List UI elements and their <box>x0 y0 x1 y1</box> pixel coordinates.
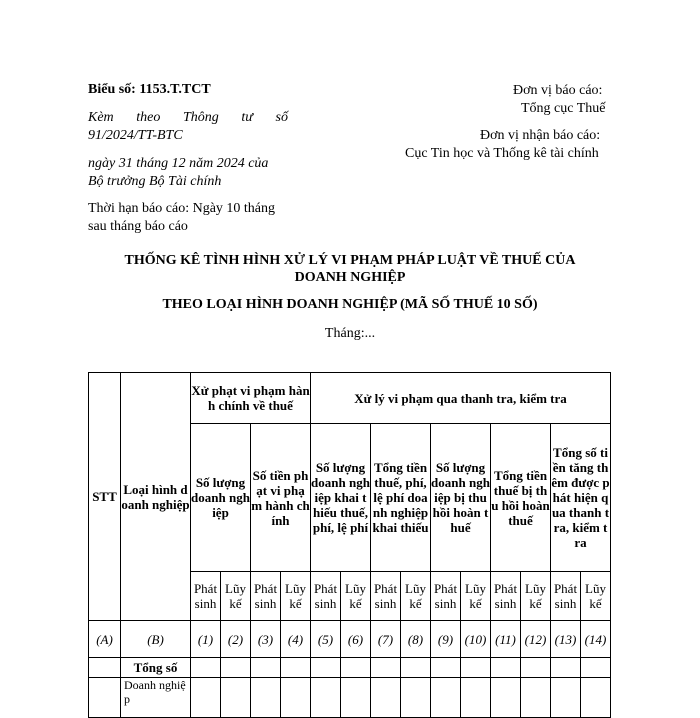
header-refund-count: Số lượng doanh nghiệp bị thu hồi hoàn thuế <box>431 424 491 572</box>
row-label: Doanh nghiệp <box>121 678 191 718</box>
header-admin-penalty: Xử phạt vi phạm hành chính về thuế <box>191 373 311 424</box>
sub-arising: Phát sinh <box>311 572 341 621</box>
table-cell <box>461 658 491 678</box>
report-month: Tháng:... <box>324 326 376 341</box>
report-subtitle: THEO LOẠI HÌNH DOANH NGHIỆP (MÃ SỐ THUẾ 10 SỐ) <box>162 297 538 312</box>
sub-cumulative: Lũy kế <box>521 572 551 621</box>
table-cell <box>251 658 281 678</box>
table-cell <box>581 658 611 678</box>
date-line2: Bộ trưởng Bộ Tài chính <box>88 174 222 189</box>
code-cell: (6) <box>341 621 371 658</box>
statistics-table <box>88 372 611 718</box>
header-under-declared-amount: Tổng tiền thuế, phí, lệ phí doanh nghiệp khai thiếu <box>371 424 431 572</box>
code-cell: (2) <box>221 621 251 658</box>
code-cell: (4) <box>281 621 311 658</box>
reporting-unit-label: Đơn vị báo cáo: <box>513 83 603 98</box>
code-cell: (A) <box>89 621 121 658</box>
table-cell <box>89 678 121 718</box>
sub-arising: Phát sinh <box>551 572 581 621</box>
table-cell <box>281 658 311 678</box>
code-cell: (3) <box>251 621 281 658</box>
table-cell <box>191 658 221 678</box>
code-cell: (10) <box>461 621 491 658</box>
sub-cumulative: Lũy kế <box>461 572 491 621</box>
table-cell <box>431 658 461 678</box>
table-cell <box>311 678 341 718</box>
table-cell <box>89 658 121 678</box>
table-cell <box>521 658 551 678</box>
header-under-declared-count: Số lượng doanh nghiệp khai thiếu thuế, phí, lệ phí <box>311 424 371 572</box>
table-cell <box>431 678 461 718</box>
code-cell: (9) <box>431 621 461 658</box>
sub-arising: Phát sinh <box>491 572 521 621</box>
table-cell <box>251 678 281 718</box>
sub-cumulative: Lũy kế <box>221 572 251 621</box>
code-cell: (12) <box>521 621 551 658</box>
date-line1: ngày 31 tháng 12 năm 2024 của <box>88 156 269 171</box>
code-cell: (14) <box>581 621 611 658</box>
table-cell <box>371 678 401 718</box>
table-cell <box>341 658 371 678</box>
header-increase-amount: Tổng số tiền tăng thêm được phát hiện qua thanh tra, kiểm tra <box>551 424 611 572</box>
sub-cumulative: Lũy kế <box>581 572 611 621</box>
table-cell <box>491 678 521 718</box>
sub-cumulative: Lũy kế <box>341 572 371 621</box>
table-cell <box>551 658 581 678</box>
attached-line1: Kèm theo Thông tư số <box>88 110 288 125</box>
code-cell: (5) <box>311 621 341 658</box>
table-cell <box>581 678 611 718</box>
form-code: Biểu số: 1153.T.TCT <box>88 82 211 97</box>
sub-arising: Phát sinh <box>251 572 281 621</box>
code-cell: (B) <box>121 621 191 658</box>
table-cell <box>371 658 401 678</box>
header-penalty-amount: Số tiền phạt vi phạm hành chính <box>251 424 311 572</box>
attached-line2: 91/2024/TT-BTC <box>88 128 183 143</box>
table-cell <box>401 678 431 718</box>
table-cell <box>551 678 581 718</box>
table-cell <box>521 678 551 718</box>
receiving-unit-value: Cục Tin học và Thống kê tài chính <box>405 146 599 161</box>
code-cell: (11) <box>491 621 521 658</box>
table-row-total <box>89 658 611 678</box>
header-enterprise-count: Số lượng doanh nghiệp <box>191 424 251 572</box>
code-cell: (7) <box>371 621 401 658</box>
receiving-unit-label: Đơn vị nhận báo cáo: <box>480 128 601 143</box>
sub-arising: Phát sinh <box>371 572 401 621</box>
header-inspection: Xử lý vi phạm qua thanh tra, kiểm tra <box>311 373 611 424</box>
table-cell <box>311 658 341 678</box>
table-cell <box>221 658 251 678</box>
report-title-line2: DOANH NGHIỆP <box>294 270 406 285</box>
table-row <box>89 678 611 718</box>
table-cell <box>221 678 251 718</box>
code-cell: (1) <box>191 621 221 658</box>
header-refund-amount: Tổng tiền thuế bị thu hồi hoàn thuế <box>491 424 551 572</box>
total-label: Tổng số <box>121 658 191 678</box>
sub-cumulative: Lũy kế <box>401 572 431 621</box>
header-stt: STT <box>89 373 121 621</box>
code-cell: (13) <box>551 621 581 658</box>
report-title-line1: THỐNG KÊ TÌNH HÌNH XỬ LÝ VI PHẠM PHÁP LUẬT VỀ THUẾ CỦA <box>124 253 576 268</box>
sub-cumulative: Lũy kế <box>281 572 311 621</box>
deadline-line2: sau tháng báo cáo <box>88 219 188 234</box>
code-cell: (8) <box>401 621 431 658</box>
reporting-unit-value: Tổng cục Thuế <box>521 101 606 116</box>
table-cell <box>341 678 371 718</box>
sub-arising: Phát sinh <box>191 572 221 621</box>
table-cell <box>491 658 521 678</box>
table-cell <box>191 678 221 718</box>
table-cell <box>461 678 491 718</box>
header-enterprise-type: Loại hình doanh nghiệp <box>121 373 191 621</box>
deadline-line1: Thời hạn báo cáo: Ngày 10 tháng <box>88 201 276 216</box>
table-cell <box>401 658 431 678</box>
sub-arising: Phát sinh <box>431 572 461 621</box>
table-cell <box>281 678 311 718</box>
